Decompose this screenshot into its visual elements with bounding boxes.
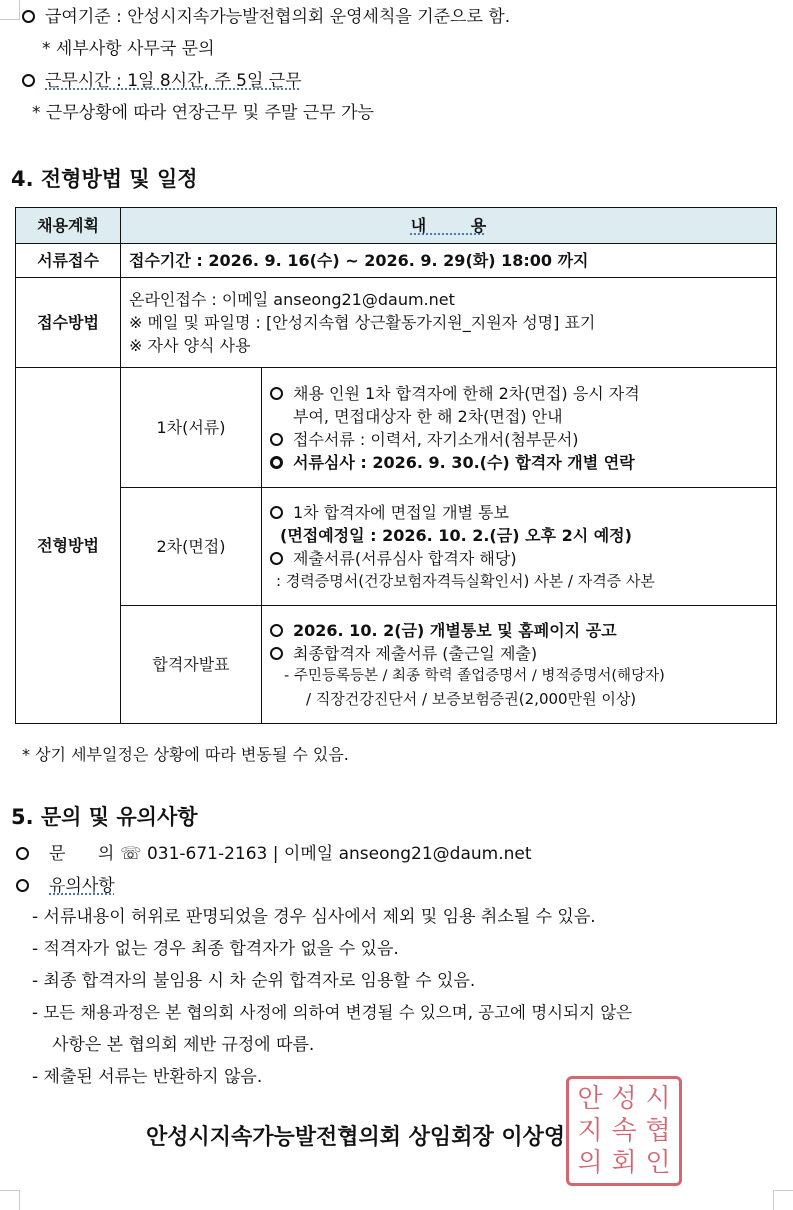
contact-value: ☏ 031-671-2163 | 이메일 anseong21@daum.net: [120, 844, 532, 864]
text-line: - 주민등록등본 / 최종 학력 졸업증명서 / 병적증명서(해당자): [284, 667, 665, 684]
salary-note: * 세부사항 사무국 문의: [42, 39, 215, 59]
circle-bullet-icon: [270, 456, 283, 469]
circle-bullet-icon: [22, 10, 35, 23]
signature: 안성시지속가능발전협의회 상임회장 이상영: [146, 1125, 566, 1150]
circle-bullet-icon: [22, 74, 35, 87]
text-line: 채용 인원 1차 합격자에 한해 2차(면접) 응시 자격: [293, 383, 640, 403]
note-line: - 모든 채용과정은 본 협의회 사정에 의하여 변경될 수 있으며, 공고에 명시되지 않은: [32, 1003, 633, 1022]
circle-bullet-icon: [270, 433, 283, 446]
text-line: 제출서류(서류심사 합격자 해당): [293, 548, 517, 568]
text-line: 부여, 면접대상자 한 해 2차(면접) 안내: [293, 406, 563, 426]
schedule-footnote: * 상기 세부일정은 상황에 따라 변동될 수 있음.: [22, 745, 349, 764]
receipt-method-cell: [121, 278, 777, 368]
text-line: 접수서류 : 이력서, 자기소개서(첨부문서): [293, 429, 579, 449]
circle-bullet-icon: [270, 647, 283, 660]
header-plan: 채용계획: [16, 208, 121, 244]
table-row-stage3: [16, 606, 777, 724]
table-row-receipt-method: [16, 278, 777, 368]
corner-mark-top-left: [0, 0, 20, 20]
corner-mark-bottom-left: [0, 1190, 20, 1210]
notes-item: [16, 875, 115, 897]
section5-title: 5. 문의 및 유의사항: [11, 805, 198, 829]
corner-mark-bottom-right: [773, 1190, 793, 1210]
note-line: - 서류내용이 허위로 판명되었을 경우 심사에서 제외 및 임용 취소될 수 있음.: [32, 907, 596, 927]
stage-label: 합격자발표: [121, 606, 262, 724]
table-row-document-receipt: [16, 244, 777, 278]
text-line: : 경력증명서(건강보험자격득실확인서) 사본 / 자격증 사본: [276, 571, 655, 590]
text-line: (면접예정일 : 2026. 10. 2.(금) 오후 2시 예정): [280, 525, 632, 545]
stage-label: 2차(면접): [121, 488, 262, 606]
official-seal-icon: 안 성 시 지 속 협 의 회 인: [566, 1076, 682, 1186]
text-line: 서류심사 : 2026. 9. 30.(수) 합격자 개별 연락: [293, 452, 635, 472]
circle-bullet-icon: [16, 847, 29, 860]
note-line: - 적격자가 없는 경우 최종 합격자가 없을 수 있음.: [32, 939, 399, 959]
table-row-stage2: [16, 488, 777, 606]
hours-note: * 근무상황에 따라 연장근무 및 주말 근무 가능: [32, 103, 374, 123]
note-line: 사항은 본 협의회 제반 규정에 따름.: [52, 1035, 315, 1055]
note-line: - 최종 합격자의 불임용 시 차 순위 합격자로 임용할 수 있음.: [32, 971, 476, 991]
table-row-stage1: [16, 368, 777, 488]
row-label: 전형방법: [16, 368, 121, 724]
contact-item: [16, 843, 532, 865]
salary-item: [22, 6, 510, 28]
text-line: 최종합격자 제출서류 (출근일 제출): [293, 643, 538, 663]
header-content: 내 용: [121, 208, 777, 244]
stage2-cell: [262, 488, 777, 606]
row-label: 접수방법: [16, 278, 121, 368]
hours-item: [22, 70, 302, 92]
text-line: ※ 자사 양식 사용: [129, 336, 251, 355]
section4-title: 4. 전형방법 및 일정: [11, 167, 198, 191]
schedule-table: [15, 207, 777, 724]
text-line: 온라인접수 : 이메일 anseong21@daum.net: [129, 290, 455, 309]
stage-label: 1차(서류): [121, 368, 262, 488]
circle-bullet-icon: [270, 506, 283, 519]
text-line: ※ 메일 및 파일명 : [안성지속협 상근활동가지원_지원자 성명] 표기: [129, 313, 596, 332]
contact-label: 문 의: [49, 844, 115, 864]
circle-bullet-icon: [270, 552, 283, 565]
note-line: - 제출된 서류는 반환하지 않음.: [32, 1067, 263, 1087]
stage3-cell: [262, 606, 777, 724]
hours-text: 근무시간 : 1일 8시간, 주 5일 근무: [45, 71, 302, 91]
salary-text: 급여기준 : 안성시지속가능발전협의회 운영세칙을 기준으로 함.: [45, 7, 511, 27]
circle-bullet-icon: [270, 387, 283, 400]
circle-bullet-icon: [270, 624, 283, 637]
row-label: 서류접수: [16, 244, 121, 278]
table-header-row: [16, 208, 777, 244]
notes-label: 유의사항: [49, 876, 115, 896]
receipt-period: 접수기간 : 2026. 9. 16(수) ~ 2026. 9. 29(화) 18:00 까지: [121, 244, 777, 278]
circle-bullet-icon: [16, 879, 29, 892]
text-line: 2026. 10. 2(금) 개별통보 및 홈페이지 공고: [293, 620, 617, 640]
stage1-cell: [262, 368, 777, 488]
text-line: / 직장건강진단서 / 보증보험증권(2,000만원 이상): [306, 689, 637, 708]
text-line: 1차 합격자에 면접일 개별 통보: [293, 502, 509, 522]
